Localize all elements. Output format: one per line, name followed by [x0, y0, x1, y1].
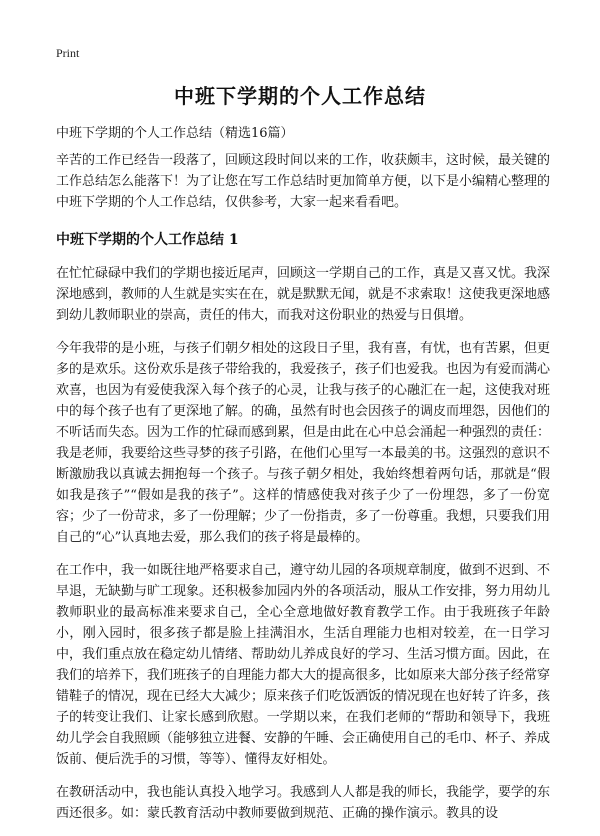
body-paragraph: 在教研活动中，我也能认真投入地学习。我感到人人都是我的师长，我能学，要学的东西还很多。如：蒙氏教育活动中教师要做到规范、正确的操作演示。教具的设	[56, 785, 551, 821]
page-title: 中班下学期的个人工作总结	[174, 84, 426, 108]
body-paragraph: 在忙忙碌碌中我们的学期也接近尾声，回顾这一学期自己的工作，真是又喜又忧。我深深地感到，教师的人生就是实实在在，就是默默无闻，就是不求索取！这使我更深地感到幼儿教师职业的崇高，责任的伟大，而我对这份职业的热爱与日俱增。	[56, 266, 551, 323]
body-paragraph: 在工作中，我一如既往地严格要求自己，遵守幼儿园的各项规章制度，做到不迟到、不早退，无缺勤与旷工现象。还积极参加园内外的各项活动，服从工作安排，努力用幼儿教师职业的最高标准来要求自己，全心全意地做好教育教学工作。由于我班孩子年龄小，刚入园时，很多孩子都是脸上挂满泪水，生活自理能力也相对较差，在一日学习中，我们重点放在稳定幼儿情绪、帮助幼儿养成良好的学习、生活习惯方面。因此，在我们的培养下，我们班孩子的自理能力都大大的提高很多，比如原来大部分孩子经常穿错鞋子的情况，现在已经大大减少；原来孩子们吃饭洒饭的情况现在也好转了许多，孩子的转变让我们、让家长感到欣慰。一学期以来，在我们老师的“帮助和领导下，我班幼儿学会自我照顾（能够独立进餐、安静的午睡、会正确使用自己的毛巾、杯子、养成饭前、便后洗手的习惯，等等）、懂得友好相处。	[56, 563, 551, 767]
document-body	[56, 150, 550, 836]
intro-paragraph: 辛苦的工作已经告一段落了，回顾这段时间以来的工作，收获颇丰，这时候，最关键的工作总结怎么能落下！为了让您在写工作总结时更加简单方便，以下是小编精心整理的中班下学期的个人工作总结，仅供参考，大家一起来看看吧。	[56, 153, 551, 210]
body-paragraph: 今年我带的是小班，与孩子们朝夕相处的这段日子里，我有喜，有忧，也有苦累，但更多的是欢乐。这份欢乐是孩子带给我的，我爱孩子，孩子们也爱我。也因为有爱而满心欢喜，也因为有爱使我深入每个孩子的心灵，让我与孩子的心融汇在一起，这使我对班中的每个孩子也有了更深地了解。的确，虽然有时也会因孩子的调皮而埋怨，因他们的不听话而失态。因为工作的忙碌而感到累，但是由此在心中总会涌起一种强烈的责任：我是老师，我要给这些寻梦的孩子引路，在他们心里写一本最美的书。这强烈的意识不断激励我以真诚去拥抱每一个孩子。与孩子朝夕相处，我始终想着两句话，那就是“假如我是孩子”“假如是我的孩子”。这样的情感使我对孩子少了一份埋怨，多了一份宽容；少了一份苛求，多了一份理解；少了一份指责，多了一份尊重。我想，只要我们用自己的“心”认真地去爱，那么我们的孩子将是最棒的。	[56, 341, 551, 545]
document-subtitle: 中班下学期的个人工作总结（精选16篇）	[56, 126, 294, 141]
section-heading: 中班下学期的个人工作总结 1	[56, 232, 239, 248]
print-link[interactable]: Print	[56, 46, 80, 60]
